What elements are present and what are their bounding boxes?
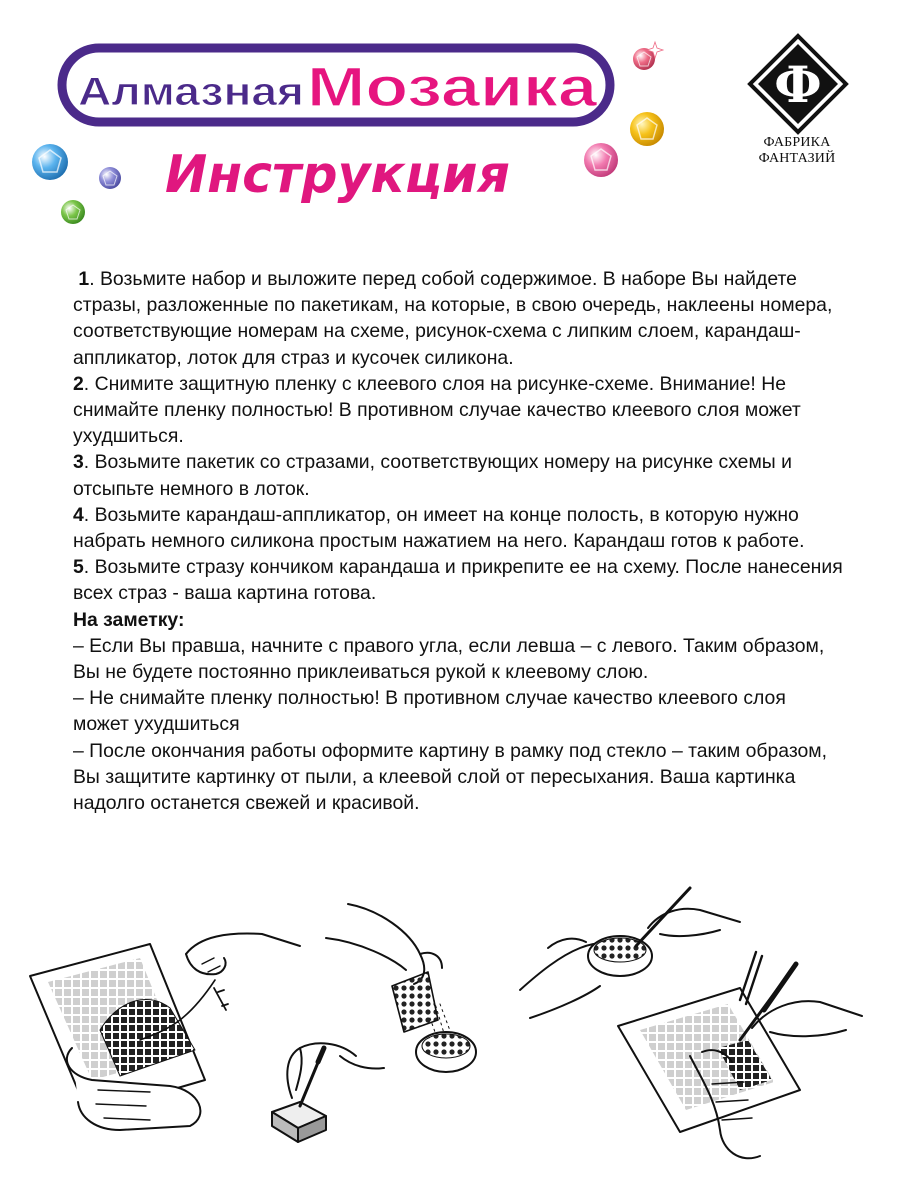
note-item: – Не снимайте пленку полностью! В противном случае качество клеевого слоя может ухудшиться [73, 687, 786, 736]
step-number: 4 [73, 503, 84, 526]
instruction-illustrations [0, 880, 900, 1200]
gem-blue-icon [32, 144, 68, 180]
gem-pink-icon [584, 143, 618, 177]
illustration-place-beads [618, 952, 862, 1158]
title-part2: Мозаика [307, 55, 599, 118]
subtitle: Инструкция [165, 145, 510, 205]
gem-yellow-icon [630, 112, 664, 146]
gem-green-icon [61, 200, 85, 224]
step-number: 5 [73, 556, 84, 579]
illustration-press-silicone [272, 1043, 384, 1142]
note-item: – Если Вы правша, начните с правого угла, если левша – с левого. Таким образом, Вы не будете постоянно приклеиваться рукой к клеевому слою. [73, 634, 825, 684]
illustration-peel-film [30, 934, 300, 1130]
brand-monogram: Ф [774, 55, 822, 114]
step-text: . Возьмите стразу кончиком карандаша и прикрепите ее на схему. После нанесения всех страз - ваша картина готова. [73, 556, 843, 605]
note-item: – После окончания работы оформите картину в рамку под стекло – таким образом, Вы защитите картинку от пыли, а клеевой слой от пересыхания. Ваша картинка надолго останется свежей и красивой. [73, 739, 828, 815]
step-text: . Возьмите набор и выложите перед собой содержимое. В наборе Вы найдете стразы, разложенные по пакетикам, на которые, в свою очередь, наклеены номера, соответствующие номерам на схеме, рисунок-схема с липким слоем, карандаш-аппликатор, лоток для страз и кусочек силикона. [73, 268, 833, 369]
step-4 [73, 502, 843, 554]
step-2 [73, 371, 843, 450]
gem-violet-icon [99, 167, 121, 189]
step-text: . Возьмите карандаш-аппликатор, он имеет на конце полость, в которую нужно набрать немного силикона простым нажатием на него. Карандаш готов к работе. [73, 503, 805, 553]
step-1 [73, 266, 843, 371]
notes-title: На заметку: [73, 608, 185, 631]
illustration-pour-beads [326, 904, 476, 1072]
step-number: 2 [73, 372, 84, 395]
title-part1: Алмазная [78, 70, 304, 114]
brand-name-line1: ФАБРИКА [763, 135, 831, 150]
step-text: . Снимите защитную пленку с клеевого слоя на рисунке-схеме. Внимание! Не снимайте пленку полностью! В противном случае качество клеевого слоя может ухудшиться. [73, 372, 801, 448]
step-5 [73, 554, 843, 606]
brand-name-line2: ФАНТАЗИЙ [758, 151, 836, 166]
instructions-text [73, 266, 843, 816]
step-number: 3 [73, 451, 84, 474]
step-3 [73, 449, 843, 501]
step-number: 1 [78, 268, 90, 290]
step-text: . Возьмите пакетик со стразами, соответствующих номеру на рисунке схемы и отсыпьте немного в лоток. [73, 451, 792, 500]
